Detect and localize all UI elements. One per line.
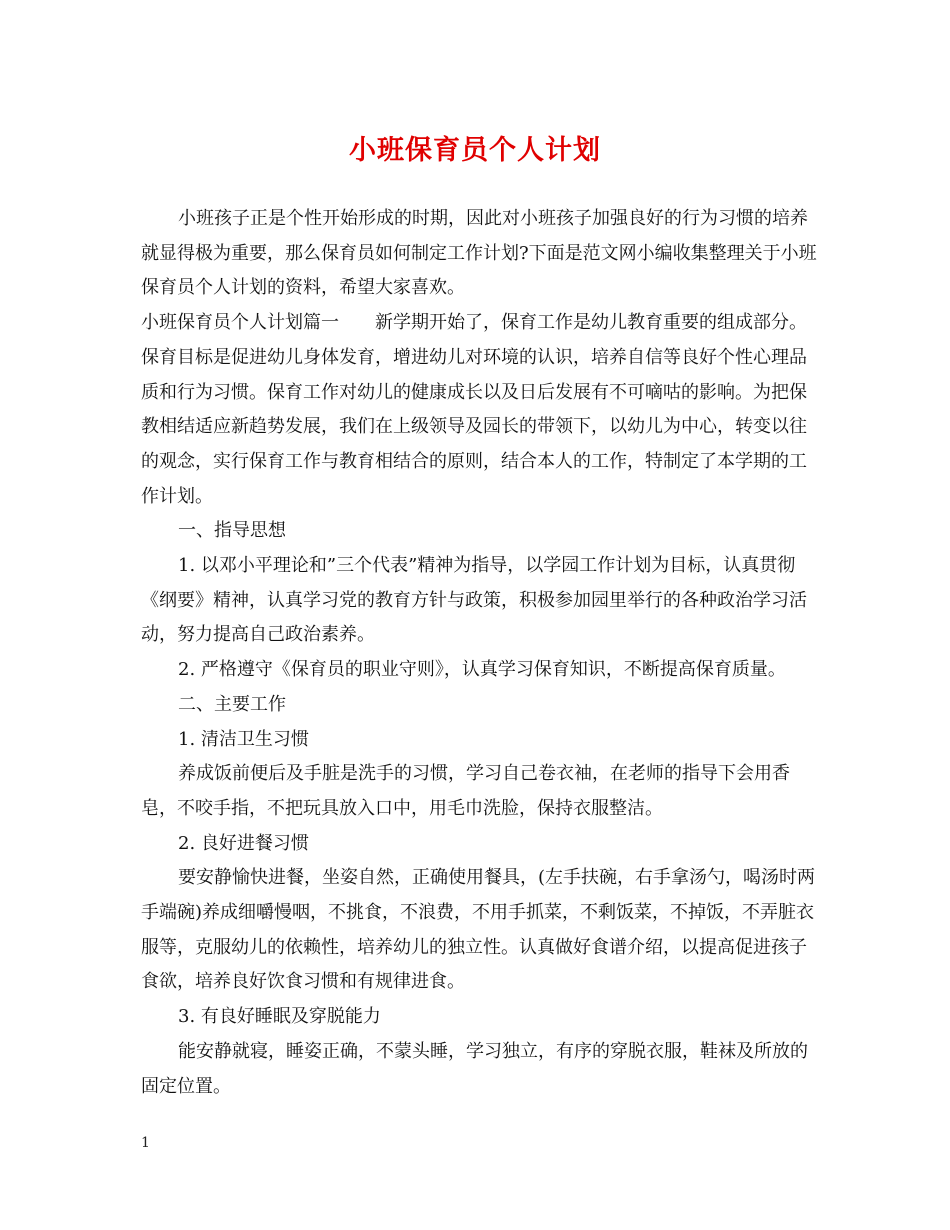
document-body: [141, 202, 821, 1104]
paragraph: 养成饭前便后及手脏是洗手的习惯，学习自己卷衣袖，在老师的指导下会用香皂，不咬手指，不把玩具放入口中，用毛巾洗脸，保持衣服整洁。: [141, 763, 790, 819]
subheading: 2. 良好进餐习惯: [178, 832, 309, 854]
heading-main-work: 二、主要工作: [178, 693, 286, 715]
heading-guiding-ideology: 一、指导思想: [178, 520, 286, 542]
page-number: 1: [141, 1135, 150, 1151]
paragraph: 能安静就寝，睡姿正确，不蒙头睡，学习独立，有序的穿脱衣服，鞋袜及所放的固定位置。: [141, 1040, 808, 1097]
document-title: 小班保育员个人计划: [349, 135, 601, 166]
paragraph: 要安静愉快进餐，坐姿自然，正确使用餐具，(左手扶碗，右手拿汤勺，喝汤时两手端碗)养成细嚼慢咽，不挑食，不浪费，不用手抓菜，不剩饭菜，不掉饭，不弄脏衣服等，克服幼儿的依赖性，培养幼儿的独立性。认真做好食谱介绍，以提高促进孩子食欲，培养良好饮食习惯和有规律进食。: [141, 867, 816, 993]
subheading: 3. 有良好睡眠及穿脱能力: [178, 1006, 381, 1028]
list-item: 2. 严格遵守《保育员的职业守则》，认真学习保育知识，不断提高保育质量。: [178, 659, 786, 681]
section-paragraph: 小班保育员个人计划篇一 新学期开始了，保育工作是幼儿教育重要的组成部分。保育目标是促进幼儿身体发育，增进幼儿对环境的认识，培养自信等良好个性心理品质和行为习惯。保育工作对幼儿的健康成长以及日后发展有不可嘀咕的影响。为把保教相结适应新趋势发展，我们在上级领导及园长的带领下，以幼儿为中心，转变以往的观念，实行保育工作与教育相结合的原则，结合本人的工作，特制定了本学期的工作计划。: [141, 312, 807, 507]
subheading: 1. 清洁卫生习惯: [178, 728, 309, 750]
list-item: 1. 以邓小平理论和”三个代表”精神为指导，以学园工作计划为目标，认真贯彻《纲要》精神，认真学习党的教育方针与政策，积极参加园里举行的各种政治学习活动，努力提高自己政治素养。: [141, 555, 807, 646]
intro-paragraph: 小班孩子正是个性开始形成的时期，因此对小班孩子加强良好的行为习惯的培养就显得极为重要，那么保育员如何制定工作计划?下面是范文网小编收集整理关于小班保育员个人计划的资料，希望大家喜欢。: [141, 208, 817, 299]
